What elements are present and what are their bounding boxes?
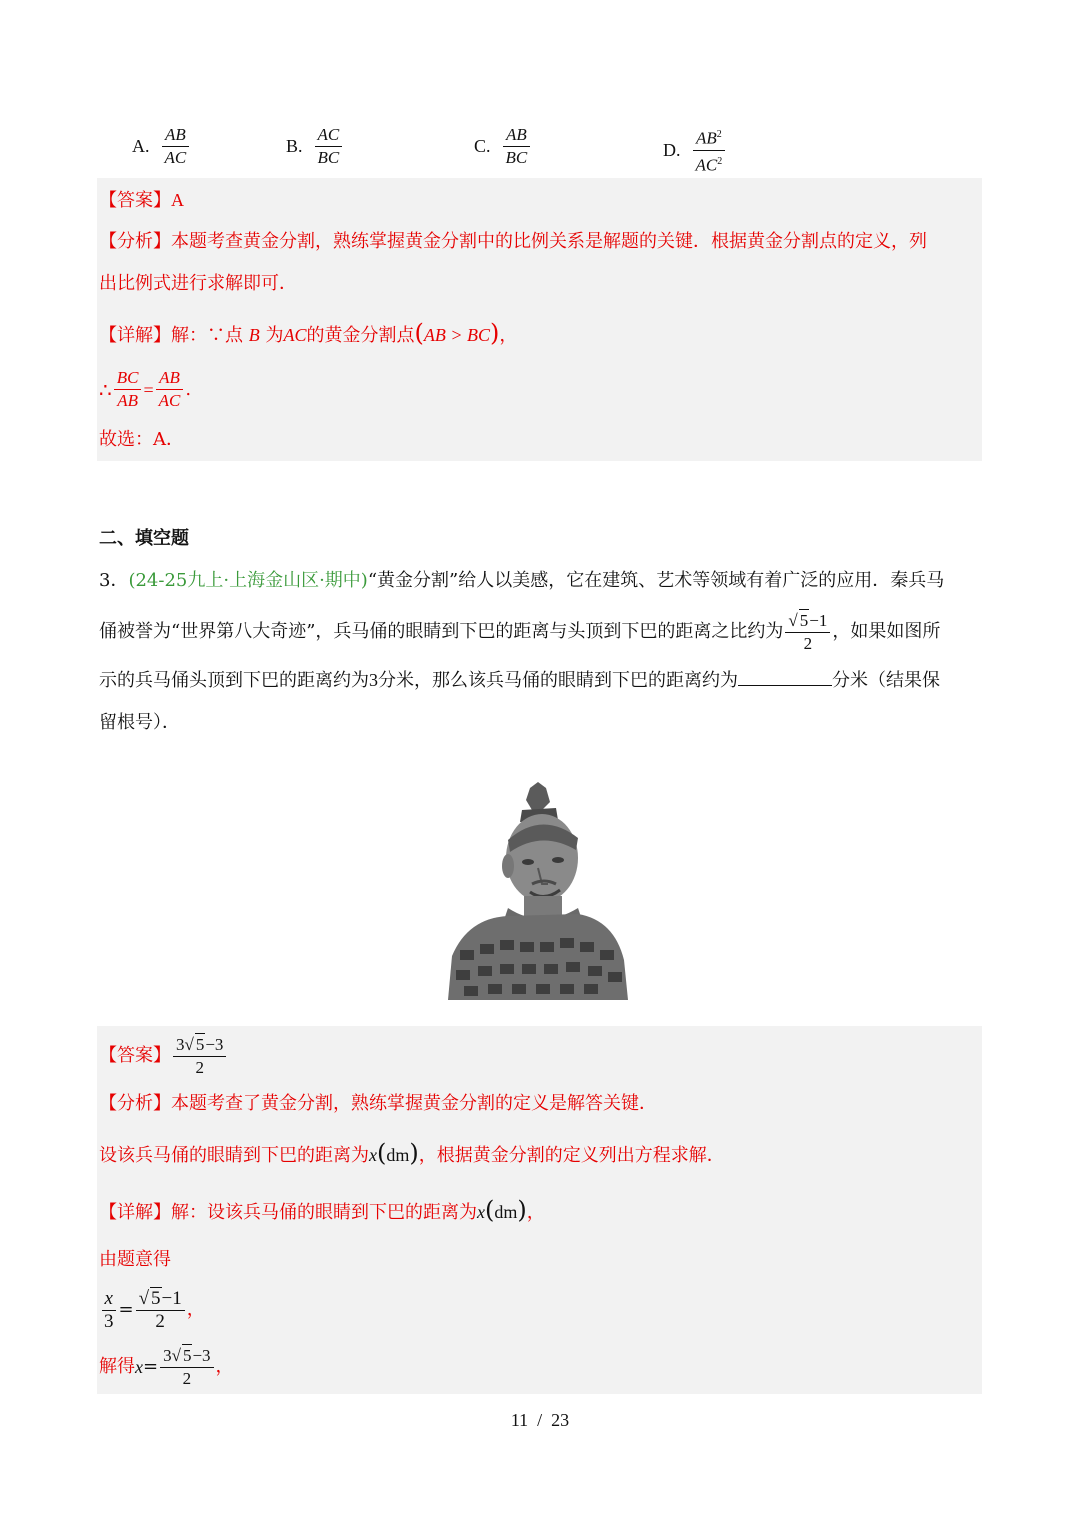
option-d: D. $\frac{AB^2}{AC^2}$	[663, 124, 727, 176]
option-b: B. $\frac{AC}{BC}$	[286, 124, 344, 169]
q3-detail: 【详解】解：设该兵马俑的眼睛到下巴的距离为x(dm)，	[99, 1196, 545, 1224]
q2-detail: 【详解】解：∵点 B 为AC的黄金分割点(AB > BC)，	[99, 319, 518, 347]
q3-answer: 【答案】 $\frac{3√ 5-3}{2}$	[99, 1033, 228, 1079]
answer-blank[interactable]	[738, 667, 832, 686]
terracotta-warrior-image	[438, 780, 632, 1000]
option-c: C. $\frac{AB}{BC}$	[474, 124, 532, 169]
q3-analysis-line1: 【分析】本题考查了黄金分割，熟练掌握黄金分割的定义是解答关键．	[99, 1093, 657, 1114]
q3-analysis-line2: 设该兵马俑的眼睛到下巴的距离为x(dm)，根据黄金分割的定义列出方程求解．	[99, 1139, 725, 1167]
section-title: 二、填空题	[99, 528, 189, 549]
q3-stem-line1: 3．(24-25九上·上海金山区·期中)“黄金分割”给人以美感，它在建筑、艺术等领域有着广泛的应用．秦兵马	[99, 570, 945, 591]
q3-stem-line2: 俑被誉为“世界第八大奇迹”，兵马俑的眼睛到下巴的距离与头顶到下巴的距离之比约为 $\frac{√ 5-1}{2}$ ，如果如图所	[99, 611, 941, 653]
q2-equation: ∴ $\frac{BC}{AB}$ = $\frac{AB}{AC}$ .	[99, 368, 192, 410]
option-d-fraction: $\frac{AB^2}{AC^2}$	[693, 124, 726, 176]
q2-analysis-line1: 【分析】本题考查黄金分割，熟练掌握黄金分割中的比例关系是解题的关键．根据黄金分割点的定义，列	[99, 231, 927, 252]
q3-solution: 解得 x = $\frac{3√ 5-3}{2}$ ，	[99, 1346, 234, 1388]
q2-answer: 【答案】A	[99, 190, 184, 211]
q3-source: (24-25九上·上海金山区·期中)	[128, 570, 368, 591]
option-a-fraction: $\frac{AB}{AC}$	[162, 124, 190, 169]
option-b-fraction: $\frac{AC}{BC}$	[315, 124, 343, 169]
q3-equation: $\frac{x}{3}$ = $\frac{√ 5-1}{2}$ ，	[99, 1287, 205, 1333]
q2-choose: 故选：A．	[99, 429, 184, 450]
q3-by-problem: 由题意得	[99, 1249, 171, 1270]
q3-stem-line4: 留根号）．	[99, 712, 180, 733]
page-number: 11 / 23	[510, 1410, 570, 1430]
q2-analysis-line2: 出比例式进行求解即可．	[99, 273, 297, 294]
option-a: A. $\frac{AB}{AC}$	[132, 124, 191, 169]
option-c-fraction: $\frac{AB}{BC}$	[503, 124, 531, 169]
q3-stem-line3: 示的兵马俑头顶到下巴的距离约为3分米，那么该兵马俑的眼睛到下巴的距离约为 分米（结果保	[99, 666, 940, 695]
